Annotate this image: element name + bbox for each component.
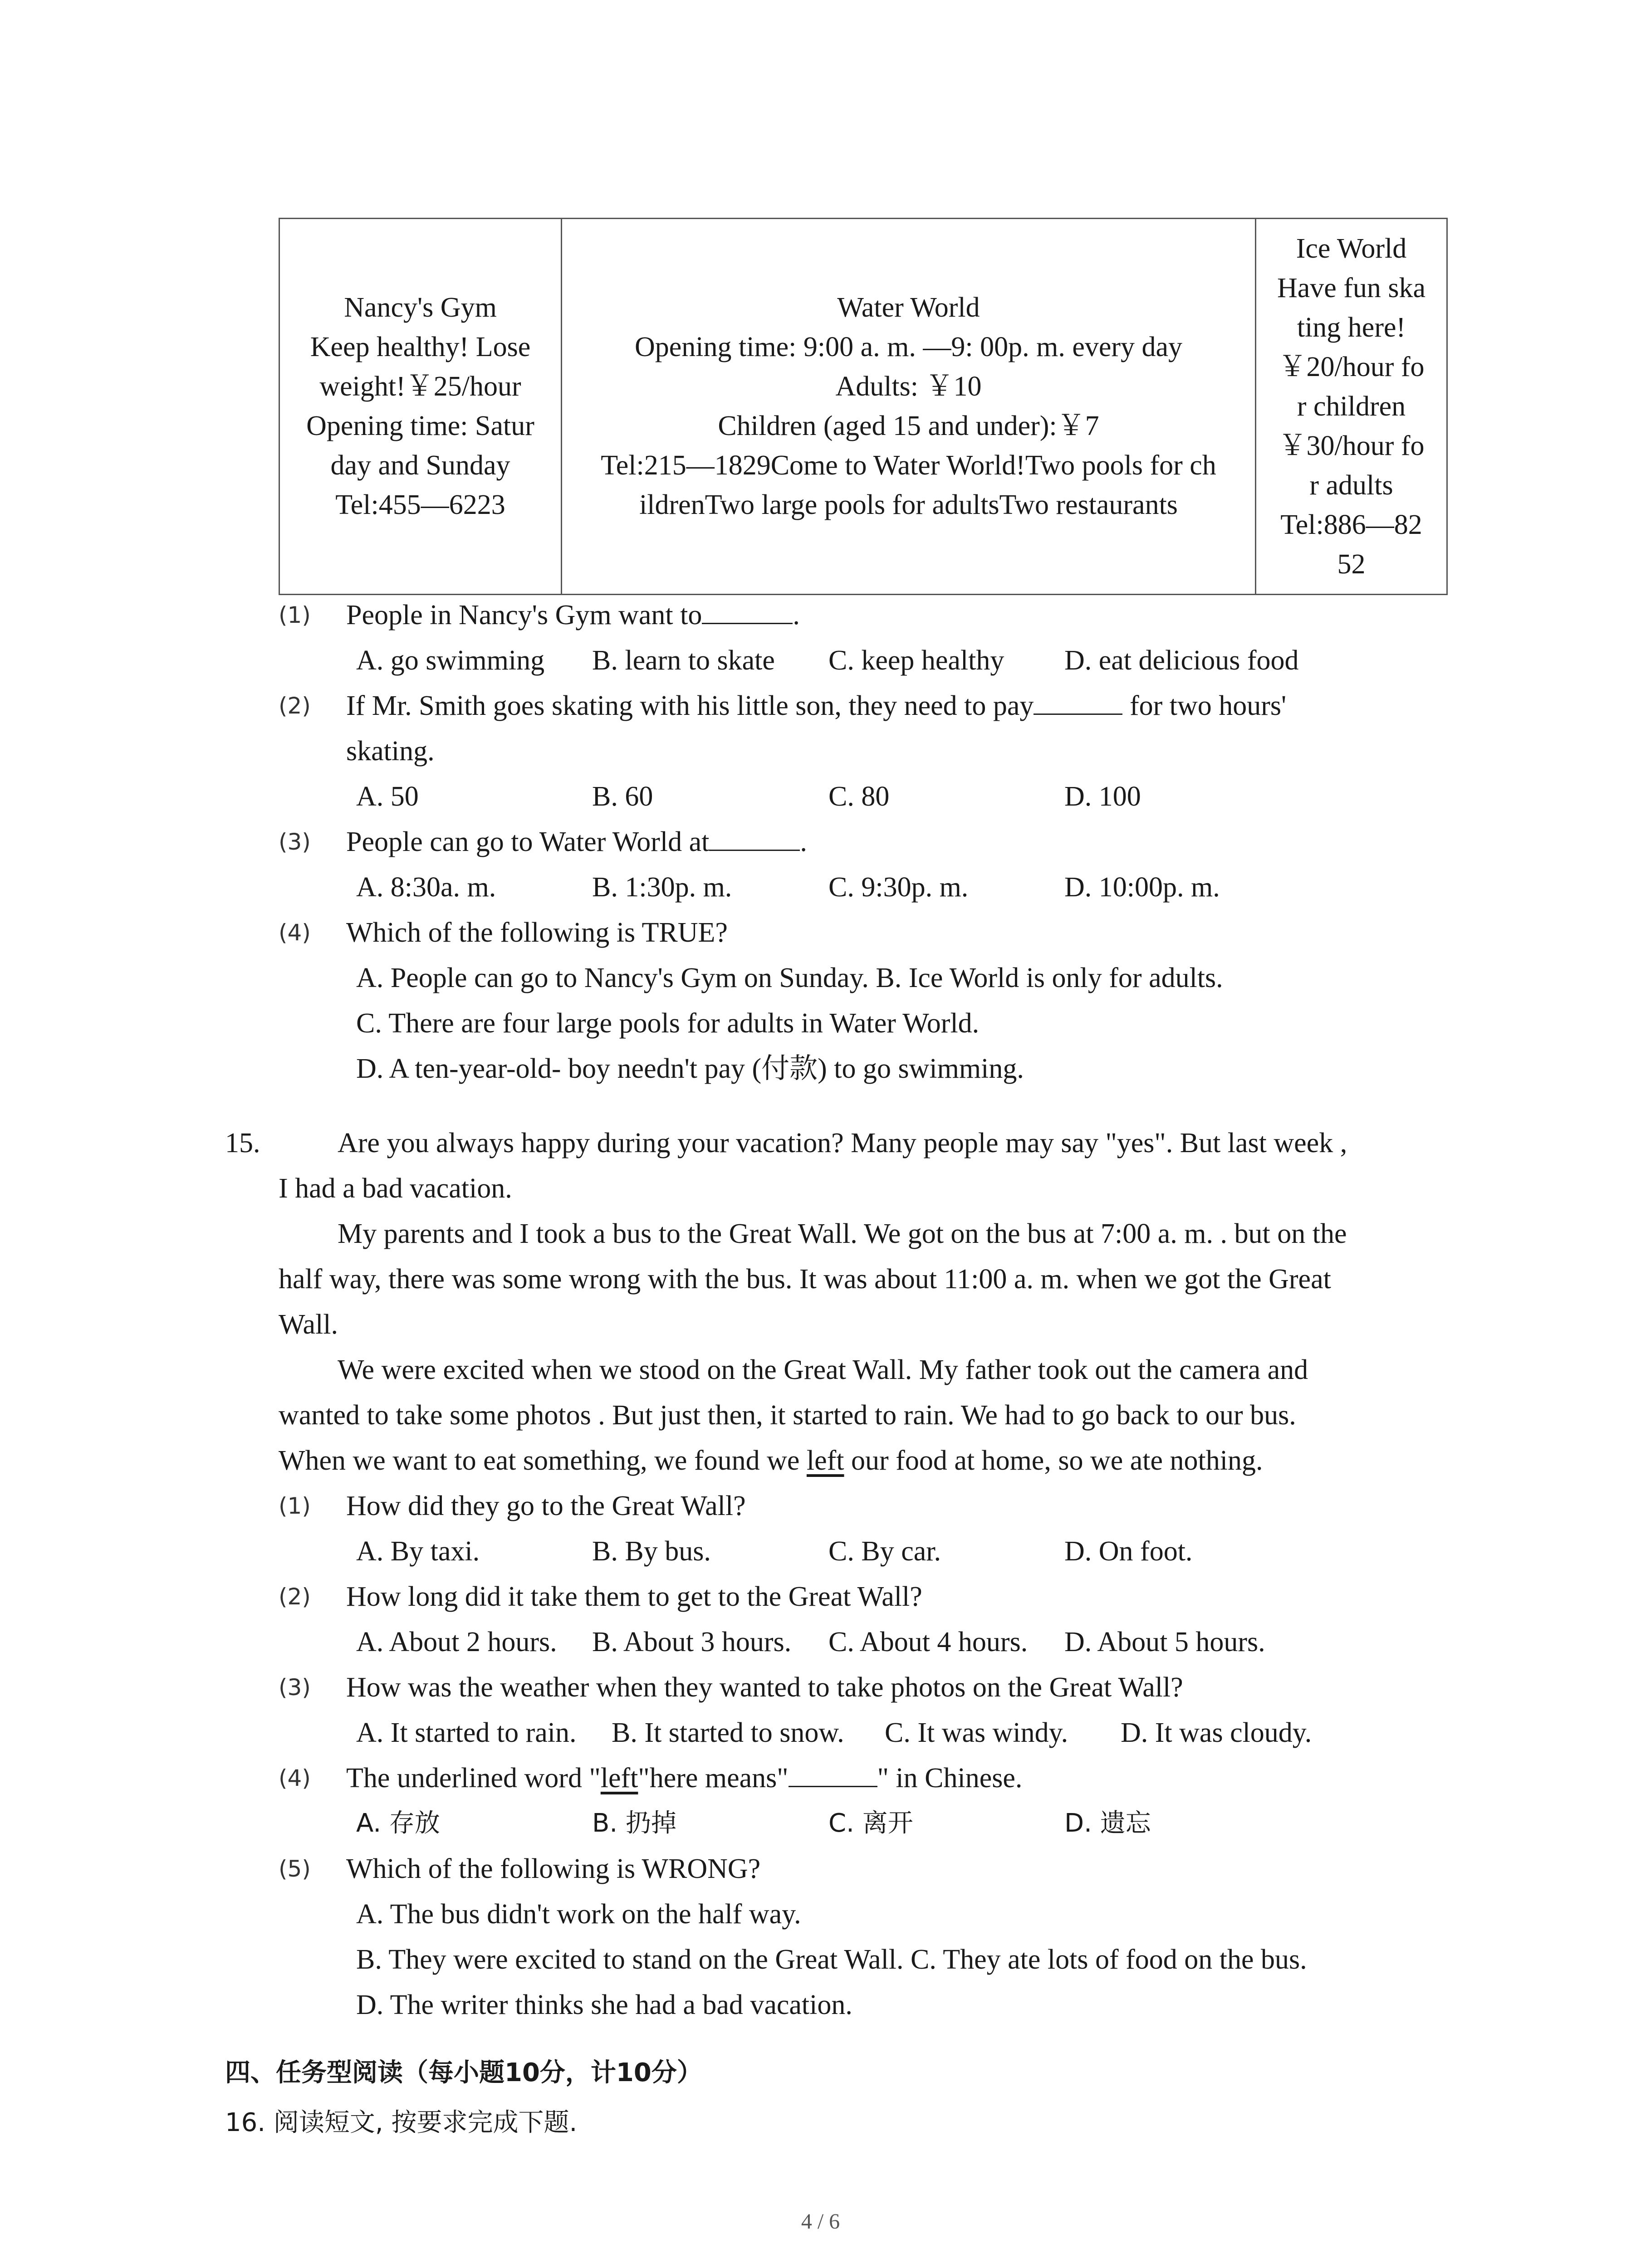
q15-passage-line: I had a bad vacation. xyxy=(279,1173,512,1204)
q15-1-stem: How did they go to the Great Wall? xyxy=(346,1491,746,1521)
q15-passage-text: our food at home, so we ate nothing. xyxy=(844,1445,1263,1476)
q15-passage-line: Are you always happy during your vacation? Many people may say "yes". But last week , xyxy=(338,1128,1347,1158)
q14-2-option-c: C. 80 xyxy=(828,781,890,812)
q14-1-option-d: D. eat delicious food xyxy=(1064,645,1299,676)
q14-4-option-c: C. There are four large pools for adults in Water World. xyxy=(356,1008,980,1039)
q15-1-option-b: B. By bus. xyxy=(592,1536,711,1567)
q15-4-stem-b: "here means" xyxy=(638,1763,789,1794)
q15-5-option-bc: B. They were excited to stand on the Great Wall. C. They ate lots of food on the bus. xyxy=(356,1944,1307,1975)
q14-1-option-c: C. keep healthy xyxy=(828,645,1004,676)
q14-1-stem-b: . xyxy=(793,600,800,631)
q15-3-option-b: B. It started to snow. xyxy=(612,1717,844,1748)
q16-instruction: 16. 阅读短文, 按要求完成下题. xyxy=(225,2108,578,2137)
section-heading: 四、任务型阅读（每小题10分，计10分） xyxy=(225,2058,702,2087)
q15-2-number: (2) xyxy=(279,1584,311,1610)
q15-4-option-b: B. 扔掉 xyxy=(592,1809,677,1838)
q15-1-option-a: A. By taxi. xyxy=(356,1536,480,1567)
q15-5-option-a: A. The bus didn't work on the half way. xyxy=(356,1899,801,1930)
q15-passage-line: wanted to take some photos . But just then, it started to rain. We had to go back to our bus. xyxy=(279,1400,1296,1431)
q15-2-option-d: D. About 5 hours. xyxy=(1064,1627,1265,1657)
q15-1-number: (1) xyxy=(279,1493,311,1519)
q14-2-stem-b: for two hours' xyxy=(1122,690,1287,721)
q15-passage-line: Wall. xyxy=(279,1309,338,1340)
q14-2-number: (2) xyxy=(279,693,311,719)
q14-2-stem xyxy=(346,683,1286,728)
q15-4-stem xyxy=(346,1755,1022,1801)
q14-1-option-b: B. learn to skate xyxy=(592,645,775,676)
q14-1-option-a: A. go swimming xyxy=(356,645,545,676)
q15-4-stem-a: The underlined word " xyxy=(346,1763,601,1794)
q14-3-stem-a: People can go to Water World at xyxy=(346,826,710,857)
answer-blank xyxy=(702,599,793,624)
q15-4-option-a: A. 存放 xyxy=(356,1809,440,1838)
q15-2-stem: How long did it take them to get to the Great Wall? xyxy=(346,1581,922,1612)
q15-4-option-c: C. 离开 xyxy=(828,1809,913,1838)
q14-2-stem-a: If Mr. Smith goes skating with his little son, they need to pay xyxy=(346,690,1034,721)
q14-4-option-d: D. A ten-year-old- boy needn't pay (付款) to go swimming. xyxy=(356,1053,1024,1084)
q15-3-number: (3) xyxy=(279,1674,311,1701)
q14-2-stem-cont: skating. xyxy=(346,736,435,767)
q14-3-stem xyxy=(346,819,807,865)
q14-1-stem xyxy=(346,592,800,638)
q14-2-option-d: D. 100 xyxy=(1064,781,1141,812)
q15-5-option-d: D. The writer thinks she had a bad vacation. xyxy=(356,1989,852,2020)
answer-blank xyxy=(709,826,800,851)
q15-5-stem: Which of the following is WRONG? xyxy=(346,1853,761,1884)
water-world-cell: Water World Opening time: 9:00 a. m. —9: 00p. m. every day Adults: ￥10 Children (aged 15 and under):￥7 Tel:215—1829Come to Water World!Two pools for ch ildrenTwo large pools for adultsTwo restaurants xyxy=(562,219,1256,595)
underlined-word: left xyxy=(600,1763,638,1794)
q15-passage-text: When we want to eat something, we found we xyxy=(279,1445,807,1476)
q15-3-option-d: D. It was cloudy. xyxy=(1121,1717,1312,1748)
q15-4-number: (4) xyxy=(279,1765,311,1791)
q14-2-option-b: B. 60 xyxy=(592,781,653,812)
answer-blank xyxy=(1034,690,1122,715)
q14-3-option-c: C. 9:30p. m. xyxy=(828,872,969,903)
q14-3-number: (3) xyxy=(279,829,311,855)
q15-passage-line xyxy=(279,1438,1263,1483)
q14-3-option-a: A. 8:30a. m. xyxy=(356,872,496,903)
q14-4-option-ab: A. People can go to Nancy's Gym on Sunday. B. Ice World is only for adults. xyxy=(356,963,1223,993)
answer-blank xyxy=(789,1762,877,1787)
q15-3-stem: How was the weather when they wanted to take photos on the Great Wall? xyxy=(346,1672,1183,1703)
q14-1-number: (1) xyxy=(279,602,311,628)
q15-number: 15. xyxy=(225,1128,260,1158)
q14-4-number: (4) xyxy=(279,919,311,946)
q14-4-stem: Which of the following is TRUE? xyxy=(346,917,728,948)
nancys-gym-cell: Nancy's Gym Keep healthy! Lose weight!￥25/hour Opening time: Satur day and Sunday Tel:455—6223 xyxy=(279,219,562,595)
q15-passage-line: half way, there was some wrong with the bus. It was about 11:00 a. m. when we got the Great xyxy=(279,1264,1331,1295)
q15-3-option-c: C. It was windy. xyxy=(885,1717,1068,1748)
q15-1-option-d: D. On foot. xyxy=(1064,1536,1193,1567)
q14-3-option-d: D. 10:00p. m. xyxy=(1064,872,1220,903)
ads-table xyxy=(279,218,1448,595)
q14-1-stem-a: People in Nancy's Gym want to xyxy=(346,600,702,631)
q14-3-option-b: B. 1:30p. m. xyxy=(592,872,732,903)
ice-world-cell: Ice World Have fun ska ting here! ￥20/hour fo r children ￥30/hour fo r adults Tel:886—82 52 xyxy=(1256,219,1447,595)
q15-4-stem-c: " in Chinese. xyxy=(877,1763,1023,1794)
page-number: 4 / 6 xyxy=(801,2209,840,2234)
q15-2-option-c: C. About 4 hours. xyxy=(828,1627,1028,1657)
q15-4-option-d: D. 遗忘 xyxy=(1064,1809,1151,1838)
q15-1-option-c: C. By car. xyxy=(828,1536,941,1567)
q15-2-option-b: B. About 3 hours. xyxy=(592,1627,792,1657)
q15-passage-line: We were excited when we stood on the Great Wall. My father took out the camera and xyxy=(338,1354,1308,1385)
underlined-word: left xyxy=(806,1445,844,1476)
q15-3-option-a: A. It started to rain. xyxy=(356,1717,577,1748)
q15-5-number: (5) xyxy=(279,1856,311,1882)
q15-2-option-a: A. About 2 hours. xyxy=(356,1627,557,1657)
q14-3-stem-b: . xyxy=(800,826,807,857)
q15-passage-line: My parents and I took a bus to the Great Wall. We got on the bus at 7:00 a. m. . but on the xyxy=(338,1218,1347,1249)
q14-2-option-a: A. 50 xyxy=(356,781,419,812)
